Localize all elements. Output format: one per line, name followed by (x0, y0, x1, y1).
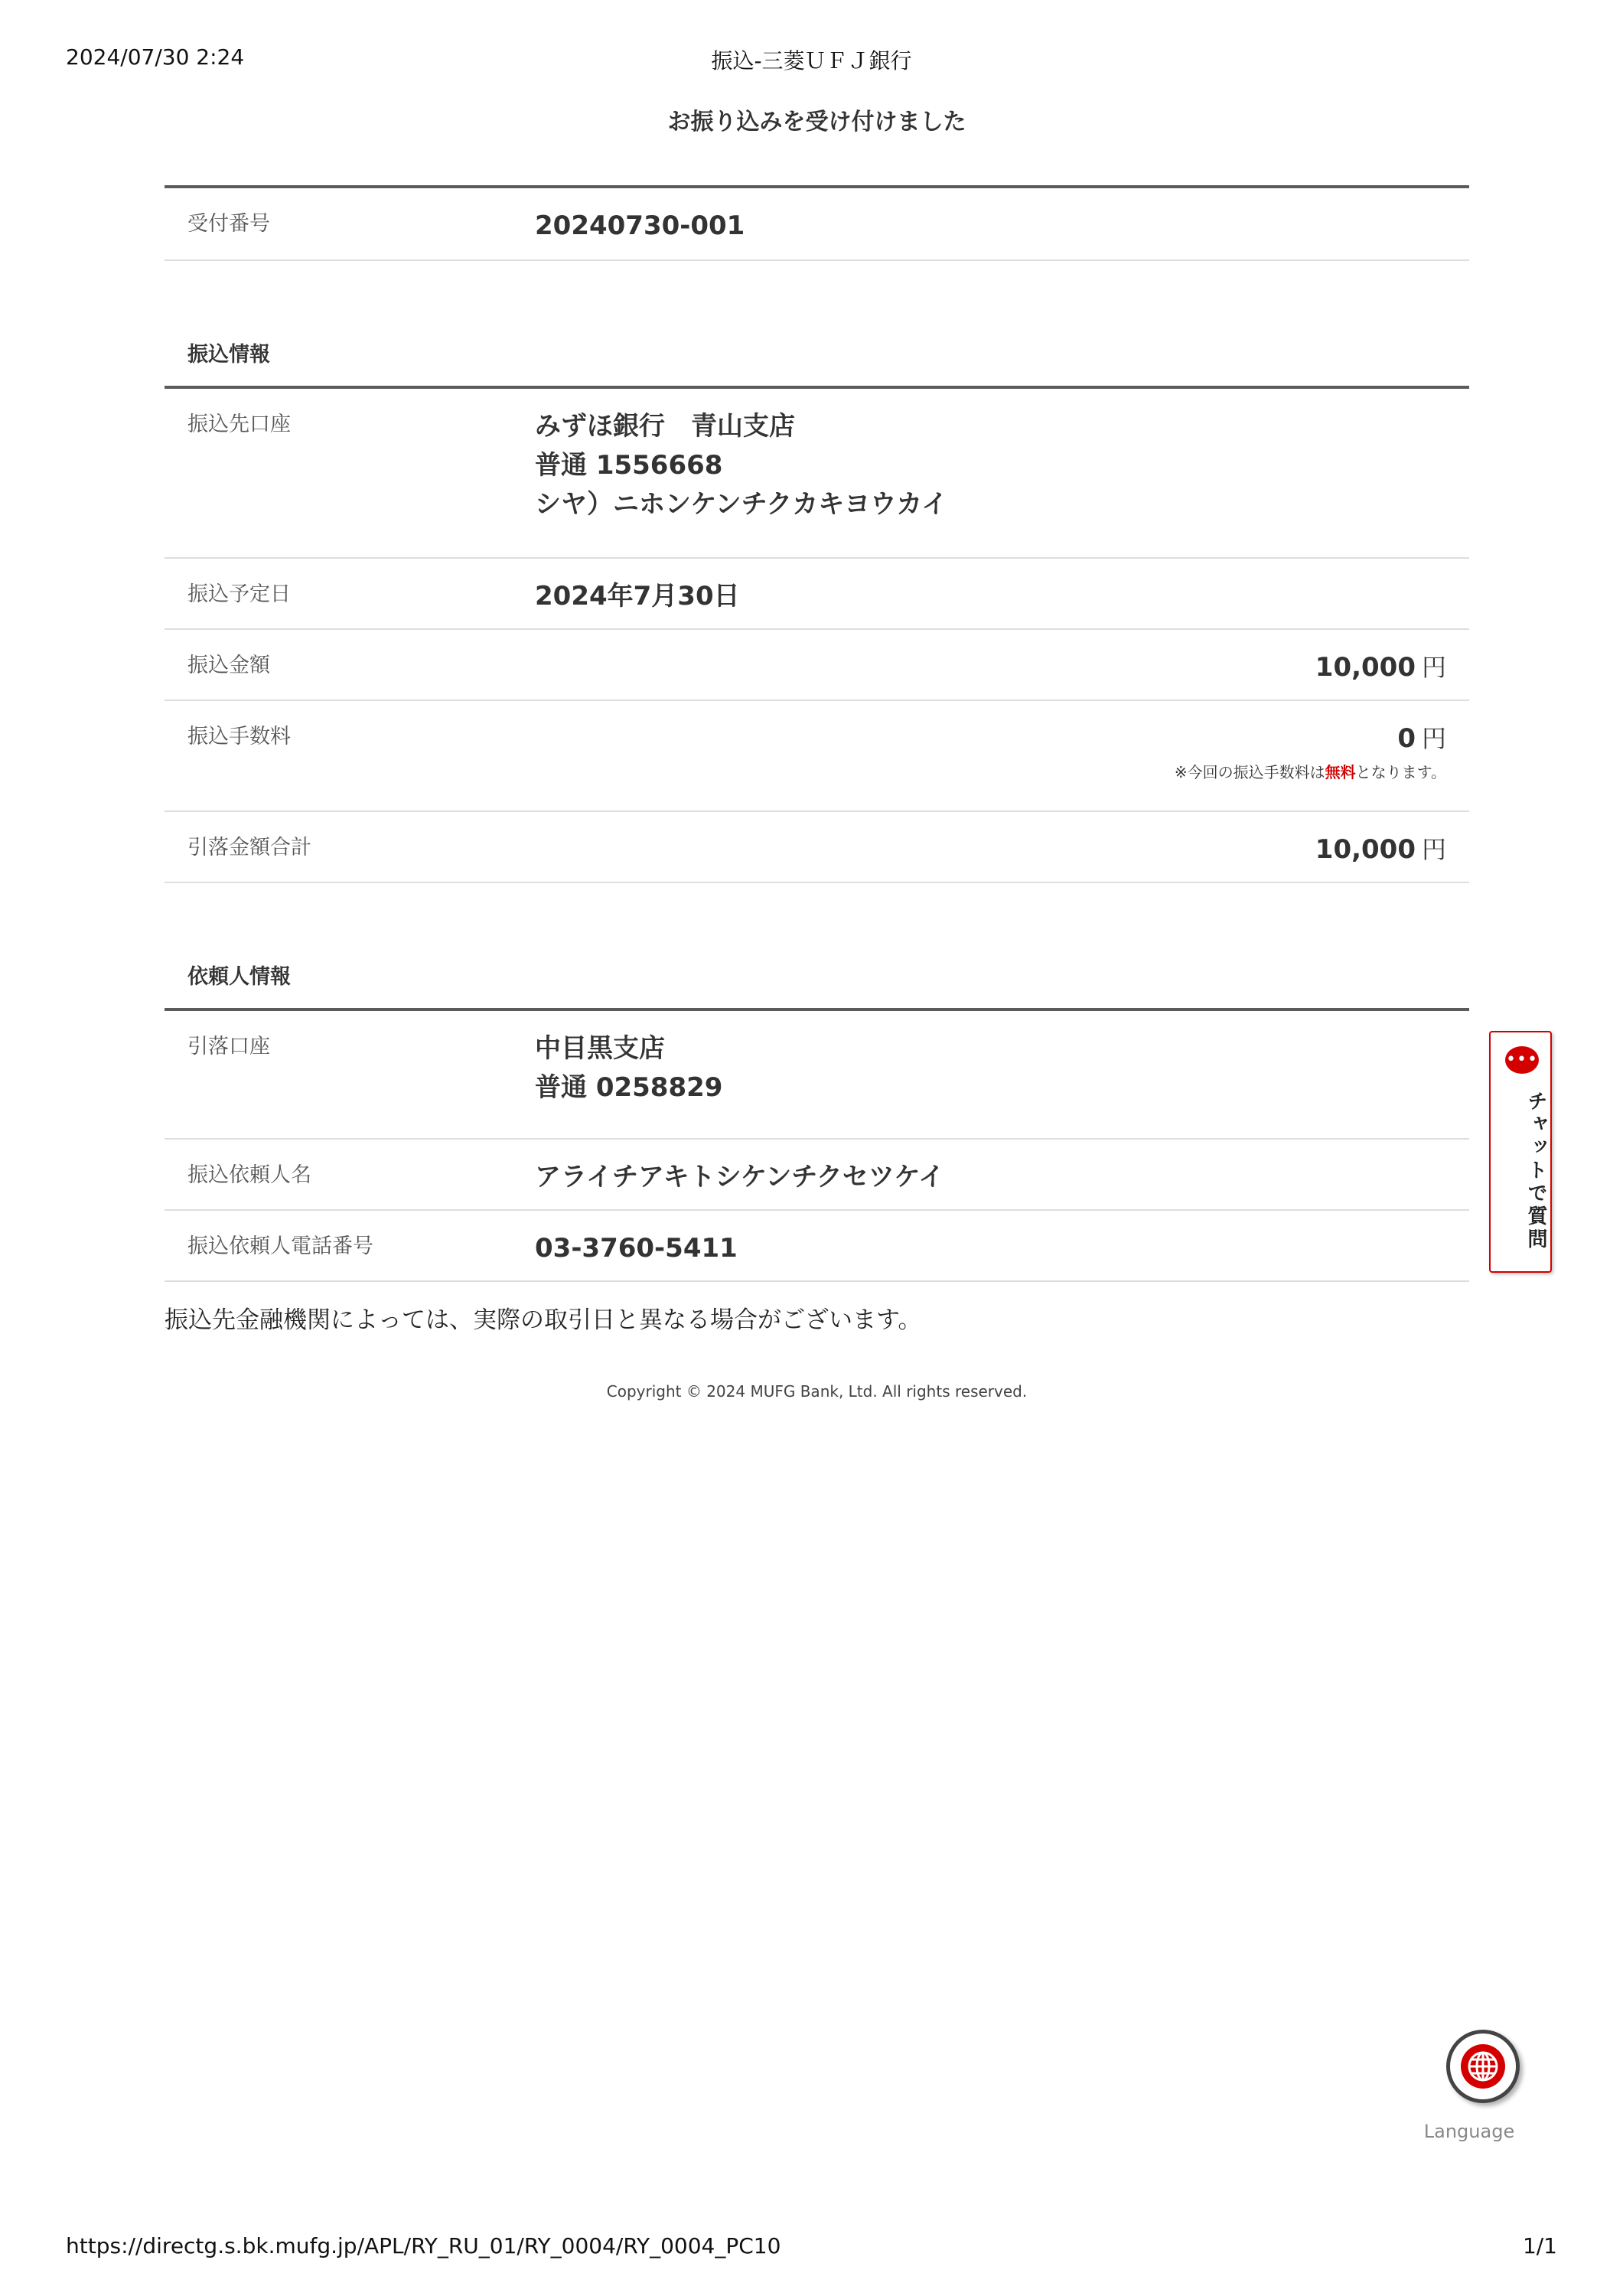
destination-account: 普通 1556668 (535, 450, 723, 481)
requester-phone-row (165, 1211, 1469, 1282)
print-datetime: 2024/07/30 2:24 (66, 44, 245, 70)
language-button[interactable] (1446, 2030, 1520, 2103)
destination-bank: みずほ銀行 青山支店 (535, 411, 795, 442)
transfer-amount-label: 振込金額 (187, 654, 270, 677)
destination-row (165, 389, 1469, 559)
fee-note-free: 無料 (1325, 763, 1356, 781)
destination-name: シヤ）ニホンケンチクカキヨウカイ (535, 489, 948, 520)
requester-name-value: アライチアキトシケンチクセツケイ (535, 1162, 945, 1192)
fee-note-suffix: となります。 (1355, 763, 1446, 781)
total-row (165, 812, 1469, 883)
requester-name-label: 振込依頼人名 (187, 1163, 311, 1187)
page-title: お振り込みを受け付けました (667, 109, 966, 135)
requester-name-row (165, 1140, 1469, 1211)
transfer-date-label: 振込予定日 (187, 582, 291, 606)
transfer-date-value: 2024年7月30日 (535, 581, 740, 612)
total-label: 引落金額合計 (187, 836, 311, 859)
transfer-amount-unit: 円 (1421, 653, 1446, 682)
total-unit: 円 (1421, 835, 1446, 864)
transfer-info-heading: 振込情報 (187, 343, 270, 367)
transfer-amount-number: 10,000 (1315, 652, 1416, 683)
transfer-date-row (165, 559, 1469, 630)
transfer-fee-value (535, 701, 1469, 810)
debit-account-row (165, 1011, 1469, 1140)
main-content (165, 107, 1469, 1401)
transfer-fee-note (535, 758, 1446, 786)
receipt-table (165, 185, 1469, 261)
transfer-fee-row (165, 701, 1469, 812)
notice-text: 振込先金融機関によっては、実際の取引日と異なる場合がございます。 (165, 1306, 922, 1334)
print-page-count: 1/1 (1522, 2233, 1557, 2258)
print-url: https://directg.s.bk.mufg.jp/APL/RY_RU_01/RY_0004/RY_0004_PC10 (66, 2233, 781, 2258)
receipt-row (165, 188, 1469, 261)
debit-account-value (535, 1011, 1469, 1138)
copyright: Copyright © 2024 MUFG Bank, Ltd. All rights reserved. (606, 1382, 1028, 1401)
language-label: Language (1423, 2121, 1515, 2142)
destination-value (535, 389, 1469, 557)
requester-phone-value: 03-3760-5411 (535, 1233, 738, 1264)
print-page-title: 振込-三菱ＵＦＪ銀行 (711, 48, 912, 73)
requester-phone-label: 振込依頼人電話番号 (187, 1234, 373, 1258)
chat-bubble-icon: ••• (1505, 1046, 1539, 1074)
globe-icon (1459, 2043, 1507, 2090)
transfer-fee-number: 0 (1397, 723, 1416, 754)
receipt-label: 受付番号 (187, 212, 270, 236)
destination-label: 振込先口座 (187, 413, 291, 436)
requester-info-heading: 依頼人情報 (187, 965, 291, 989)
total-number: 10,000 (1315, 834, 1416, 865)
transfer-fee-label: 振込手数料 (187, 725, 291, 748)
debit-branch: 中目黒支店 (535, 1033, 665, 1064)
fee-note-prefix: ※今回の振込手数料は (1174, 763, 1325, 781)
transfer-amount-value (535, 630, 1469, 700)
receipt-number: 20240730-001 (535, 210, 745, 241)
requester-info-table (165, 1008, 1469, 1282)
chat-label: チャットで質問 (1524, 1091, 1547, 1251)
chat-button[interactable] (1489, 1031, 1552, 1273)
debit-account-number: 普通 0258829 (535, 1072, 723, 1103)
transfer-info-table (165, 386, 1469, 883)
transfer-amount-row (165, 630, 1469, 701)
transfer-fee-amount (535, 719, 1446, 758)
transfer-fee-unit: 円 (1421, 724, 1446, 753)
total-value (535, 812, 1469, 882)
debit-account-label: 引落口座 (187, 1035, 270, 1058)
